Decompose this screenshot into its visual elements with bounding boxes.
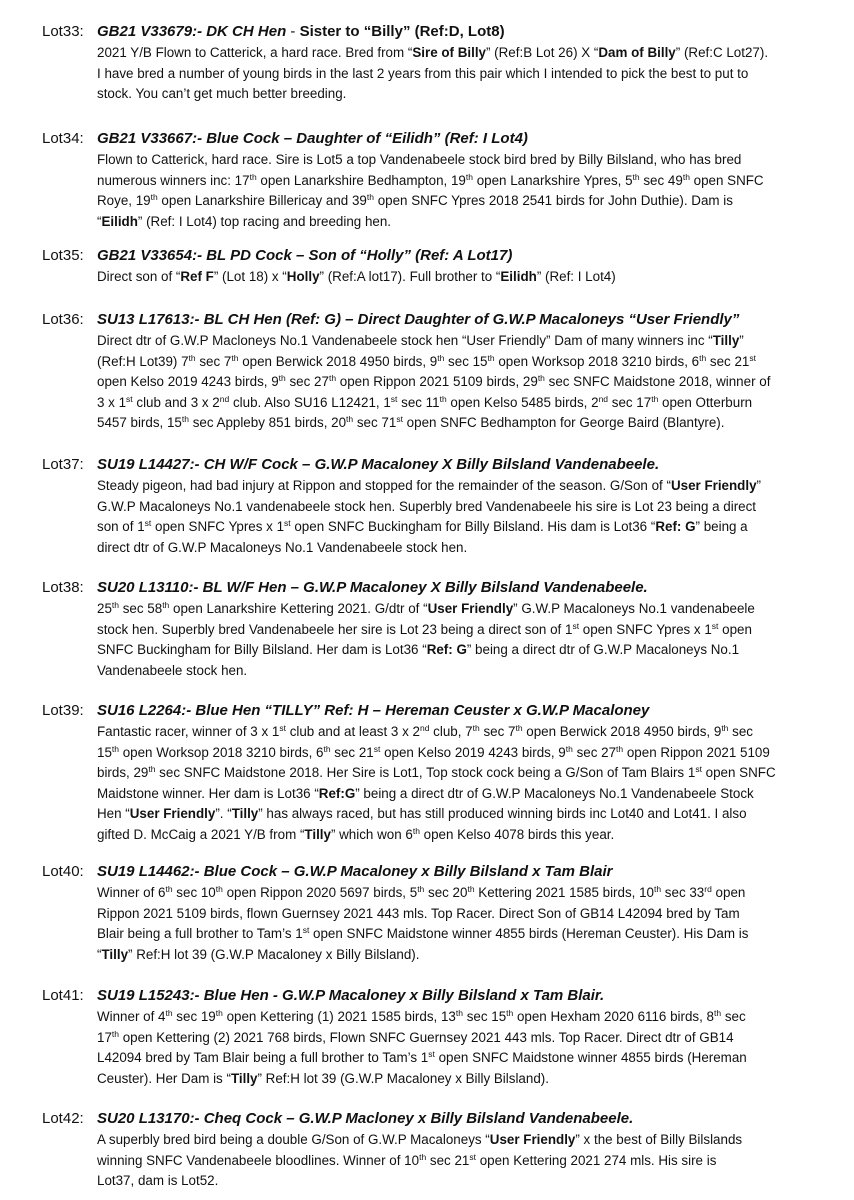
lot-heading-segment: SU13 L17613:- BL CH Hen (Ref: G) – Direct Daughter of G.W.P Macaloneys “User Friendly”: [97, 311, 740, 328]
text-run: open Berwick 2018 4950 birds, 9: [522, 724, 722, 739]
ordinal-suffix: th: [165, 1008, 173, 1018]
text-run: Maidstone winner. Her dam is Lot36 “: [97, 785, 319, 801]
description-line: [97, 743, 832, 764]
ordinal-suffix: th: [467, 884, 475, 894]
lot-heading-segment: SU19 L14427:- CH W/F Cock – G.W.P Macaloney X Billy Bilsland Vandenabeele.: [97, 456, 660, 473]
bold-text: Tilly: [231, 806, 259, 822]
text-run: open Kelso 5485 birds, 2: [446, 394, 599, 410]
text-run: ” being a: [695, 519, 748, 535]
lot-heading-segment: SU19 L15243:- Blue Hen - G.W.P Macaloney x Billy Bilsland x Tam Blair.: [97, 987, 605, 1004]
text-run: sec SNFC Maidstone 2018. Her Sire is Lot1, Top stock cock being a G/Son of Tam Blairs 1: [155, 765, 696, 781]
ordinal-suffix: th: [188, 352, 196, 363]
text-run: open: [711, 885, 746, 900]
description-line: [97, 904, 832, 925]
text-run: open Rippon 2021 5109 birds, 29: [336, 374, 538, 390]
text-run: Winner of 6: [97, 885, 166, 900]
ordinal-suffix: st: [572, 620, 580, 631]
text-run: sec SNFC Maidstone 2018, winner of: [544, 374, 771, 390]
text-run: open Kelso 4078 birds this year.: [419, 826, 615, 842]
text-run: sec 27: [285, 374, 329, 390]
ordinal-suffix: th: [111, 1028, 119, 1039]
text-run: club and at least 3 x 2: [285, 724, 420, 739]
text-run: gifted D. McCaig a 2021 Y/B from “: [97, 826, 305, 842]
ordinal-suffix: st: [396, 414, 403, 425]
bold-text: Sire of Billy: [412, 45, 486, 60]
ordinal-suffix: th: [515, 723, 523, 733]
description-line: [97, 640, 832, 661]
ordinal-suffix: st: [711, 620, 719, 631]
lot-number: Lot41:: [42, 987, 84, 1004]
lot-description: [97, 1130, 832, 1192]
lot-heading-segment: SU16 L2264:- Blue Hen “TILLY” Ref: H – Hereman Ceuster x G.W.P Macaloney: [97, 702, 650, 719]
ordinal-suffix: th: [249, 171, 257, 182]
ordinal-suffix: th: [437, 352, 445, 363]
text-run: Lot37, dam is Lot52.: [97, 1173, 219, 1189]
text-run: G.W.P Macaloneys No.1 vandenabeele stock hen. Superbly bred Vandenabeele his sire is Lot 23 being a direct: [97, 498, 757, 514]
bold-text: Ref:G: [318, 785, 356, 801]
text-run: Ceuster). Her Dam is “: [97, 1070, 231, 1086]
text-run: numerous winners inc: 17: [97, 172, 250, 188]
text-run: open Otterburn: [658, 394, 753, 410]
text-run: sec 15: [462, 1009, 507, 1024]
text-run: club. Also SU16 L12421, 1: [229, 394, 391, 410]
text-run: club, 7: [429, 724, 473, 739]
description-line: [97, 599, 832, 620]
lot-heading: [97, 310, 739, 330]
text-run: open Kettering (2) 2021 768 birds, Flown SNFC Guernsey 2021 443 mls. Top Racer. Direct dtr of GB14: [119, 1029, 734, 1045]
lot-heading: [97, 986, 604, 1006]
text-run: open Kelso 2019 4243 birds, 9: [97, 374, 279, 390]
text-run: open Lanarkshire Billericay and 39: [157, 193, 367, 209]
ordinal-suffix: th: [412, 825, 420, 836]
ordinal-suffix: rd: [704, 884, 712, 894]
ordinal-suffix: st: [390, 393, 398, 404]
description-line: [97, 1048, 832, 1069]
ordinal-suffix: th: [653, 884, 662, 894]
description-line: [97, 804, 832, 825]
text-run: Direct son of “: [97, 269, 181, 284]
lot-description: [97, 599, 832, 681]
lot-description: [97, 476, 832, 558]
description-line: [97, 763, 832, 784]
lot-heading-segment: SU20 L13110:- BL W/F Hen – G.W.P Macaloney X Billy Bilsland Vandenabeele.: [97, 579, 648, 596]
text-run: 25: [97, 601, 112, 616]
bold-text: Tilly: [304, 826, 331, 842]
description-line: [97, 331, 832, 352]
description-line: [97, 267, 832, 288]
lot-heading: [97, 701, 649, 721]
text-run: Direct dtr of G.W.P Macloneys No.1 Vandenabeele stock hen “User Friendly” Dam of many winners inc “: [97, 333, 713, 348]
text-run: open Rippon 2020 5697 birds, 5: [222, 885, 418, 900]
ordinal-suffix: st: [749, 352, 756, 363]
bold-text: User Friendly: [427, 601, 514, 616]
lot-description: [97, 150, 832, 232]
text-run: “: [97, 946, 102, 962]
text-run: Hen “: [97, 806, 130, 822]
description-line: [97, 212, 832, 233]
ordinal-suffix: st: [469, 1151, 476, 1162]
text-run: sec: [728, 724, 753, 739]
text-run: open SNFC Buckingham for Billy Bilsland. His dam is Lot36 “: [290, 519, 656, 535]
text-run: sec 33: [661, 885, 705, 900]
lot-number: Lot39:: [42, 702, 84, 719]
ordinal-suffix: th: [215, 884, 223, 894]
text-run: open Berwick 2018 4950 birds, 9: [238, 353, 438, 369]
text-run: open Kettering (1) 2021 1585 birds, 13: [222, 1009, 456, 1024]
lot-heading-segment: SU19 L14462:- Blue Cock – G.W.P Macaloney x Billy Bilsland x Tam Blair: [97, 863, 613, 880]
description-line: [97, 538, 832, 559]
ordinal-suffix: st: [144, 518, 152, 529]
bold-text: Ref F: [180, 269, 214, 284]
text-run: Fantastic racer, winner of 3 x 1: [97, 724, 280, 739]
bold-text: Tilly: [101, 946, 129, 962]
text-run: 3 x 1: [97, 394, 127, 410]
ordinal-suffix: st: [284, 518, 291, 529]
description-line: [97, 1151, 832, 1172]
text-run: Roye, 19: [97, 193, 151, 209]
lot-description: [97, 722, 832, 846]
text-run: ” (Ref: I Lot4): [536, 269, 616, 284]
description-line: [97, 372, 832, 393]
text-run: ” (Ref: I Lot4) top racing and breeding hen.: [137, 213, 392, 229]
text-run: winning SNFC Vandenabeele bloodlines. Winner of 10: [97, 1152, 420, 1168]
description-line: [97, 924, 832, 945]
text-run: sec 21: [706, 353, 750, 369]
ordinal-suffix: th: [487, 352, 495, 363]
description-line: [97, 825, 832, 846]
ordinal-suffix: th: [651, 393, 659, 404]
ordinal-suffix: st: [302, 925, 310, 936]
text-run: stock. You can’t get much better breeding.: [97, 86, 347, 102]
text-run: sec 17: [608, 394, 652, 410]
lot-number: Lot38:: [42, 579, 84, 596]
ordinal-suffix: th: [231, 352, 239, 363]
description-line: [97, 661, 832, 682]
description-line: [97, 413, 832, 434]
ordinal-suffix: th: [699, 352, 707, 363]
text-run: club and 3 x 2: [132, 394, 220, 410]
text-run: ” G.W.P Macaloneys No.1 vandenabeele: [513, 601, 755, 616]
ordinal-suffix: th: [417, 884, 425, 894]
description-line: [97, 517, 832, 538]
text-run: ” (Ref:B Lot 26) X “: [486, 45, 599, 60]
lot-heading: [97, 1109, 633, 1129]
lot-heading: [97, 578, 648, 598]
text-run: open Lanarkshire Kettering 2021. G/dtr of “: [169, 601, 428, 616]
text-run: birds, 29: [97, 765, 149, 781]
bold-text: Tilly: [712, 333, 740, 348]
text-run: open Kettering 2021 274 mls. His sire is: [475, 1152, 717, 1168]
text-run: sec 15: [444, 353, 488, 369]
description-line: [97, 1171, 832, 1192]
description-line: [97, 1007, 832, 1028]
lot-heading-segment: SU20 L13170:- Cheq Cock – G.W.P Macloney x Billy Bilsland Vandenabeele.: [97, 1110, 634, 1127]
text-run: ”: [756, 478, 762, 493]
ordinal-suffix: th: [366, 192, 374, 203]
text-run: sec 71: [353, 415, 397, 431]
text-run: 15: [97, 744, 112, 760]
text-run: sec 27: [572, 744, 617, 760]
ordinal-suffix: th: [419, 1151, 427, 1162]
ordinal-suffix: th: [278, 373, 286, 384]
description-line: [97, 620, 832, 641]
text-run: ” Ref:H lot 39 (G.W.P Macaloney x Billy Bilsland).: [257, 1070, 549, 1086]
text-run: open SNFC Maidstone winner 4855 birds (Hereman: [434, 1050, 747, 1066]
text-run: ” (Ref:A lot17). Full brother to “: [319, 269, 501, 284]
text-run: open Lanarkshire Ypres, 5: [472, 172, 633, 188]
ordinal-suffix: st: [695, 764, 702, 775]
text-run: ” which won 6: [330, 826, 413, 842]
text-run: open SNFC Maidstone winner 4855 birds (Hereman Ceuster). His Dam is: [309, 926, 749, 942]
text-run: open Worksop 2018 3210 birds, 6: [119, 744, 324, 760]
bold-text: Eilidh: [101, 213, 138, 229]
ordinal-suffix: st: [126, 393, 133, 404]
bold-text: User Friendly: [489, 1132, 576, 1147]
ordinal-suffix: th: [111, 743, 119, 754]
text-run: ”. “: [215, 806, 232, 822]
ordinal-suffix: th: [465, 171, 473, 182]
text-run: sec 11: [397, 394, 440, 410]
description-line: [97, 784, 832, 805]
lot-heading-segment: GB21 V33654:- BL PD Cock – Son of “Holly” (Ref: A Lot17): [97, 247, 513, 264]
description-line: [97, 476, 832, 497]
lot-heading: [97, 455, 659, 475]
ordinal-suffix: th: [506, 1008, 514, 1018]
text-run: A superbly bred bird being a double G/Son of G.W.P Macaloneys “: [97, 1132, 490, 1147]
ordinal-suffix: th: [150, 192, 158, 203]
ordinal-suffix: th: [215, 1008, 223, 1018]
text-run: sec: [721, 1009, 746, 1024]
lot-heading: [97, 22, 505, 42]
ordinal-suffix: st: [279, 723, 286, 733]
text-run: sec 21: [330, 744, 374, 760]
text-run: L42094 bred by Tam Blair being a full brother to Tam’s 1: [97, 1050, 429, 1066]
bold-text: Holly: [286, 269, 320, 284]
ordinal-suffix: th: [537, 373, 545, 384]
description-line: [97, 191, 832, 212]
lot-heading-segment: Sister to “Billy” (Ref:D, Lot8): [299, 23, 505, 40]
ordinal-suffix: st: [373, 743, 381, 754]
ordinal-suffix: th: [682, 171, 690, 182]
description-line: [97, 1130, 832, 1151]
text-run: Steady pigeon, had bad injury at Rippon and stopped for the remainder of the season. G/Son of “: [97, 478, 671, 493]
text-run: son of 1: [97, 519, 145, 535]
text-run: SNFC Buckingham for Billy Bilsland. Her dam is Lot36 “: [97, 642, 427, 658]
lot-number: Lot40:: [42, 863, 84, 880]
text-run: sec 20: [424, 885, 468, 900]
ordinal-suffix: th: [165, 884, 173, 894]
text-run: sec 21: [426, 1152, 470, 1168]
ordinal-suffix: th: [616, 743, 624, 754]
ordinal-suffix: th: [328, 373, 337, 384]
ordinal-suffix: th: [346, 414, 354, 425]
text-run: open SNFC: [689, 172, 764, 188]
description-line: [97, 1028, 832, 1049]
text-run: sec 19: [172, 1009, 216, 1024]
text-run: open SNFC: [701, 765, 776, 781]
description-line: [97, 171, 832, 192]
ordinal-suffix: th: [632, 171, 640, 182]
lot-description: [97, 1007, 832, 1089]
text-run: sec 7: [479, 724, 516, 739]
lot-heading: [97, 246, 512, 266]
text-run: 17: [97, 1029, 112, 1045]
text-run: ” x the best of Billy Bilslands: [575, 1132, 743, 1147]
description-line: [97, 64, 832, 85]
lot-heading-segment: GB21 V33679:- DK CH Hen: [97, 23, 287, 40]
description-line: [97, 84, 832, 105]
text-run: open Rippon 2021 5109: [623, 744, 770, 760]
text-run: open Kelso 2019 4243 birds, 9: [380, 744, 566, 760]
lot-heading-segment: GB21 V33667:- Blue Cock – Daughter of “Eilidh” (Ref: I Lot4): [97, 130, 528, 147]
bold-text: Dam of Billy: [598, 45, 676, 60]
text-run: open Worksop 2018 3210 birds, 6: [494, 353, 700, 369]
text-run: open Lanarkshire Bedhampton, 19: [256, 172, 466, 188]
text-run: Winner of 4: [97, 1009, 166, 1024]
description-line: [97, 945, 832, 966]
ordinal-suffix: th: [162, 600, 170, 610]
bold-text: Ref: G: [655, 519, 696, 535]
ordinal-suffix: nd: [419, 723, 430, 733]
text-run: Blair being a full brother to Tam’s 1: [97, 926, 303, 942]
text-run: ” being a direct dtr of G.W.P Macaloneys No.1: [466, 642, 740, 658]
text-run: sec 10: [172, 885, 216, 900]
lot-description: [97, 331, 832, 434]
lot-number: Lot42:: [42, 1110, 84, 1127]
text-run: sec 49: [639, 172, 683, 188]
description-line: [97, 150, 832, 171]
lot-number: Lot33:: [42, 23, 84, 40]
description-line: [97, 352, 832, 373]
text-run: stock hen. Superbly bred Vandenabeele her sire is Lot 23 being a direct son of 1: [97, 621, 573, 637]
text-run: direct dtr of G.W.P Macaloneys No.1 Vandenabeele stock hen.: [97, 539, 468, 555]
description-line: [97, 722, 832, 743]
lot-number: Lot35:: [42, 247, 84, 264]
text-run: sec 58: [119, 601, 163, 616]
text-run: (Ref:H Lot39) 7: [97, 353, 189, 369]
text-run: open SNFC Ypres x 1: [579, 621, 712, 637]
ordinal-suffix: th: [181, 414, 189, 425]
ordinal-suffix: th: [111, 600, 119, 610]
lot-description: [97, 43, 832, 105]
bold-text: Tilly: [230, 1070, 258, 1086]
text-run: open Hexham 2020 6116 birds, 8: [513, 1009, 714, 1024]
lot-number: Lot37:: [42, 456, 84, 473]
bold-text: Ref: G: [426, 642, 467, 658]
description-line: [97, 883, 832, 904]
ordinal-suffix: th: [439, 393, 447, 404]
lot-number: Lot34:: [42, 130, 84, 147]
text-run: sec Appleby 851 birds, 20: [188, 415, 347, 431]
description-line: [97, 1069, 832, 1090]
description-line: [97, 497, 832, 518]
bold-text: User Friendly: [129, 806, 216, 822]
ordinal-suffix: th: [721, 723, 729, 733]
lot-heading: [97, 129, 528, 149]
ordinal-suffix: st: [428, 1049, 435, 1060]
text-run: open SNFC Ypres x 1: [151, 519, 285, 535]
text-run: I have bred a number of young birds in the last 2 years from this pair which I intended to pick the best to put to: [97, 65, 749, 81]
lot-heading: [97, 862, 612, 882]
text-run: Vandenabeele stock hen.: [97, 662, 248, 678]
ordinal-suffix: th: [455, 1008, 463, 1018]
description-line: [97, 43, 832, 64]
text-run: ” (Ref:C Lot27).: [675, 45, 769, 60]
text-run: sec 7: [195, 353, 232, 369]
lot-number: Lot36:: [42, 311, 84, 328]
ordinal-suffix: th: [714, 1008, 722, 1018]
lot-description: [97, 267, 832, 288]
text-run: Rippon 2021 5109 birds, flown Guernsey 2021 443 mls. Top Racer. Direct Son of GB14 L42094 bred by Tam: [97, 905, 740, 921]
bold-text: User Friendly: [670, 478, 757, 493]
text-run: Kettering 2021 1585 birds, 10: [474, 885, 654, 900]
text-run: open SNFC Ypres 2018 2541 birds for John Duthie). Dam is: [373, 193, 733, 209]
text-run: 5457 birds, 15: [97, 415, 182, 431]
text-run: “: [97, 213, 102, 229]
ordinal-suffix: th: [148, 764, 156, 775]
text-run: Flown to Catterick, hard race. Sire is Lot5 a top Vandenabeele stock bird bred by Billy Bilsland, who has bred: [97, 152, 742, 167]
ordinal-suffix: th: [565, 743, 573, 754]
text-run: ” being a direct dtr of G.W.P Macaloneys No.1 Vandenabeele Stock: [355, 785, 754, 801]
text-run: ” Ref:H lot 39 (G.W.P Macaloney x Billy Bilsland).: [128, 946, 420, 962]
text-run: ”: [739, 333, 744, 348]
text-run: open: [718, 621, 752, 637]
description-line: [97, 393, 832, 414]
lot-heading-segment: -: [286, 23, 300, 40]
ordinal-suffix: th: [323, 743, 331, 754]
ordinal-suffix: nd: [219, 393, 230, 404]
text-run: 2021 Y/B Flown to Catterick, a hard race. Bred from “: [97, 45, 413, 60]
ordinal-suffix: th: [472, 723, 480, 733]
text-run: open SNFC Bedhampton for George Baird (Blantyre).: [402, 415, 725, 431]
text-run: ” has always raced, but has still produced winning birds inc Lot40 and Lot41. I also: [258, 806, 747, 822]
lot-description: [97, 883, 832, 965]
bold-text: Eilidh: [500, 269, 537, 284]
text-run: ” (Lot 18) x “: [213, 269, 287, 284]
ordinal-suffix: nd: [598, 393, 609, 404]
